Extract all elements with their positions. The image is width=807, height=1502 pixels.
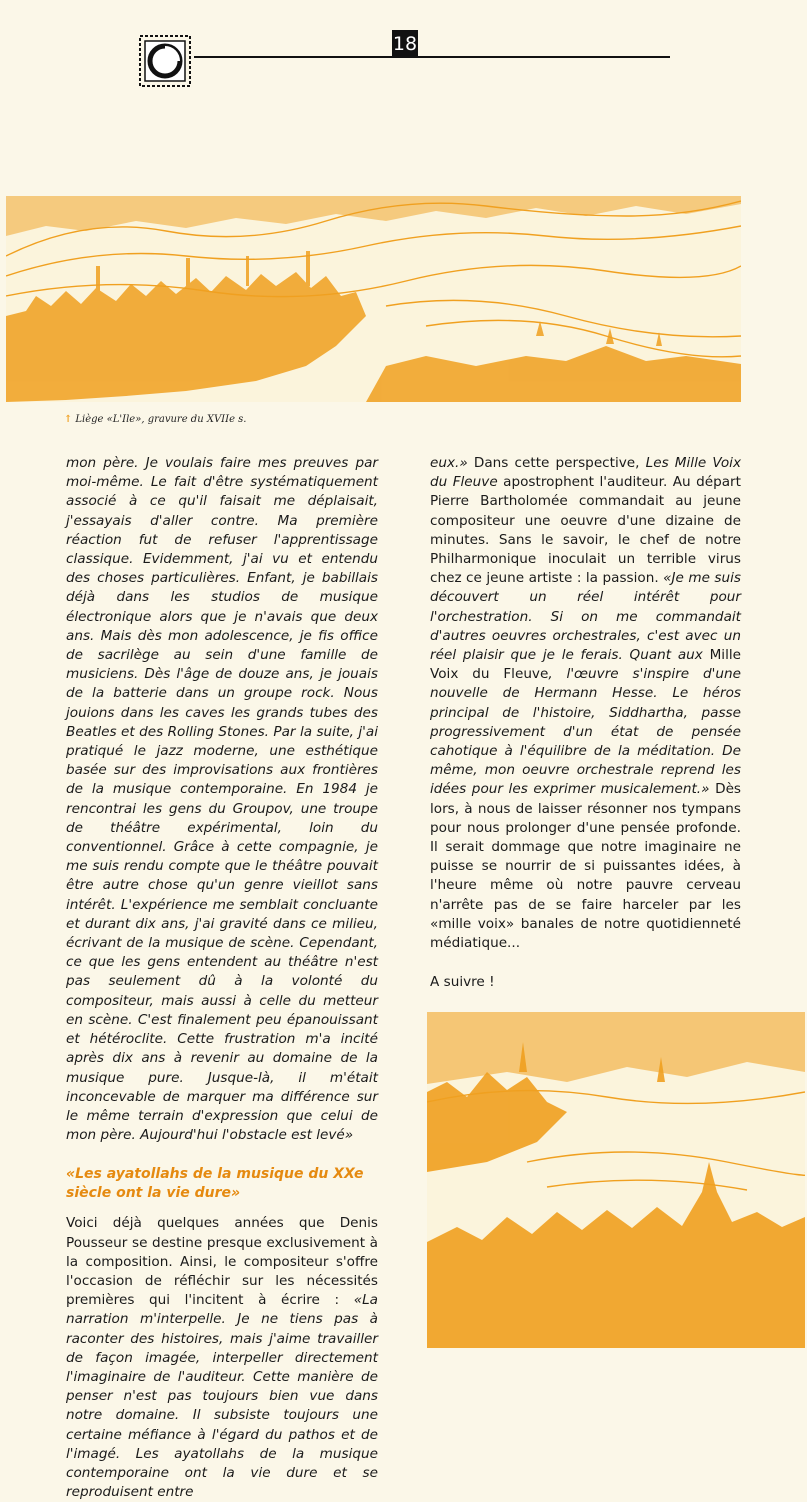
arrow-up-icon: ↑ <box>64 414 73 425</box>
work-title: Les Mille Voix du Fleuve <box>430 455 742 491</box>
header-rule <box>194 56 670 58</box>
section-subheading: «Les ayatollahs de la musique du XXe siècle ont la vie dure» <box>66 1166 364 1202</box>
article-column-right <box>430 454 741 1046</box>
engraving-illustration <box>6 196 741 402</box>
paragraph-text: apostrophent l'auditeur. Au départ Pierre Bartholomée commandait au jeune compositeur une oeuvre d'une dizaine de minutes. Sans le savoir, le chef de notre Philharmonique inoculait un terrible virus chez ce jeune artiste : la passion. <box>430 474 741 587</box>
header-logo <box>139 35 191 87</box>
work-title-roman: Mille Voix du Fleuve <box>430 647 741 683</box>
caption-text: Liège «L'Ile», gravure du XVIIe s. <box>75 414 247 425</box>
circle-logo-icon <box>139 35 191 87</box>
engraving-illustration <box>427 1012 805 1348</box>
to-be-continued: A suivre ! <box>430 974 495 991</box>
article-paragraph <box>66 1214 378 1502</box>
interview-quote: mon père. Je voulais faire mes preuves par moi-même. Le fait d'être systématiquement associé à ce qu'il faisait me déplaisait, j'essayais d'aller contre. Ma première réaction fut de refuser l'apprentissage classique. Evidemment, j'ai vu et entendu des choses particulières. Enfant, je babillais déjà dans les studios de musique électronique alors que je n'avais que deux ans. Mais dès mon adolescence, je fis office de sacrilège au sein d'une famille de musiciens. Dès l'âge de douze ans, je jouais de la batterie dans un groupe rock. Nous jouions dans les caves les grands tubes des Beatles et des Rolling Stones. Par la suite, j'ai pratiqué le jazz moderne, une esthétique basée sur des improvisations aux frontières de la musique contemporaine. En 1984 je rencontrai les gens du Groupov, une troupe de théâtre expérimental, loin du conventionnel. Grâce à cette compagnie, je me suis rendu compte que le théâtre pouvait être autre chose qu'un genre vieillot sans intérêt. L'expérience me semblait concluante et durant dix ans, j'ai gravité dans ce milieu, écrivant de la musique de scène. Cependant, ce que les gens entendent au théâtre n'est pas seulement dû à la volonté du compositeur, mais aussi à celle du metteur en scène. C'est finalement peu épanouissant et hétéroclite. Cette frustration m'a incité après dix ans à revenir au domaine de la musique pure. Jusque-là, il m'était inconcevable de marquer ma différence sur le même terrain d'expression que celui de mon père. Aujourd'hui l'obstacle est levé» <box>66 455 378 1144</box>
paragraph-text: Dans cette perspective, <box>467 455 646 471</box>
paragraph-quote: «La narration m'interpelle. Je ne tiens pas à raconter des histoires, mais j'aime travailler de façon imagée, interpeller directement l'imaginaire de l'auditeur. Cette manière de penser n'est pas toujours bien vue dans notre domaine. Il subsiste toujours une certaine méfiance à l'égard du pathos et de l'imagé. Les ayatollahs de la musique contemporaine ont la vie dure et se reproduisent entre <box>66 1292 378 1501</box>
article-paragraph <box>430 454 741 953</box>
engraving-liege-panorama <box>6 196 741 402</box>
engraving-caption <box>64 414 246 425</box>
paragraph-quote: , l'œuvre s'inspire d'une nouvelle de Hermann Hesse. Le héros principal de l'histoire, Siddhartha, passe progressivement d'un état de pensée cahotique à l'équilibre de la méditation. De même, mon oeuvre orchestrale reprend les idées pour les exprimer musicalement.» <box>430 666 741 798</box>
engraving-city-detail <box>427 1012 805 1348</box>
quote-end: eux.» <box>430 455 468 471</box>
article-column-left <box>66 454 378 1502</box>
page-number: 18 <box>392 30 418 58</box>
paragraph-text: Dès lors, à nous de laisser résonner nos tympans pour nous prolonger d'une pensée profonde. Il serait dommage que notre imaginaire ne puisse se nourrir de si puissantes idées, à l'heure même où notre pauvre cerveau n'arrête pas de se faire harceler par les «mille voix» banales de notre quotidienneté médiatique... <box>430 781 742 952</box>
paragraph-quote: «Je me suis découvert un réel intérêt pour l'orchestration. Si on me commandait d'autres oeuvres orchestrales, c'est avec un réel plaisir que je le ferais. Quant aux <box>430 570 741 664</box>
paragraph-text: Voici déjà quelques années que Denis Pousseur se destine presque exclusivement à la composition. Ainsi, le compositeur s'offre l'occasion de réfléchir sur les nécessités premières qui l'incitent à écrire : <box>66 1215 378 1309</box>
